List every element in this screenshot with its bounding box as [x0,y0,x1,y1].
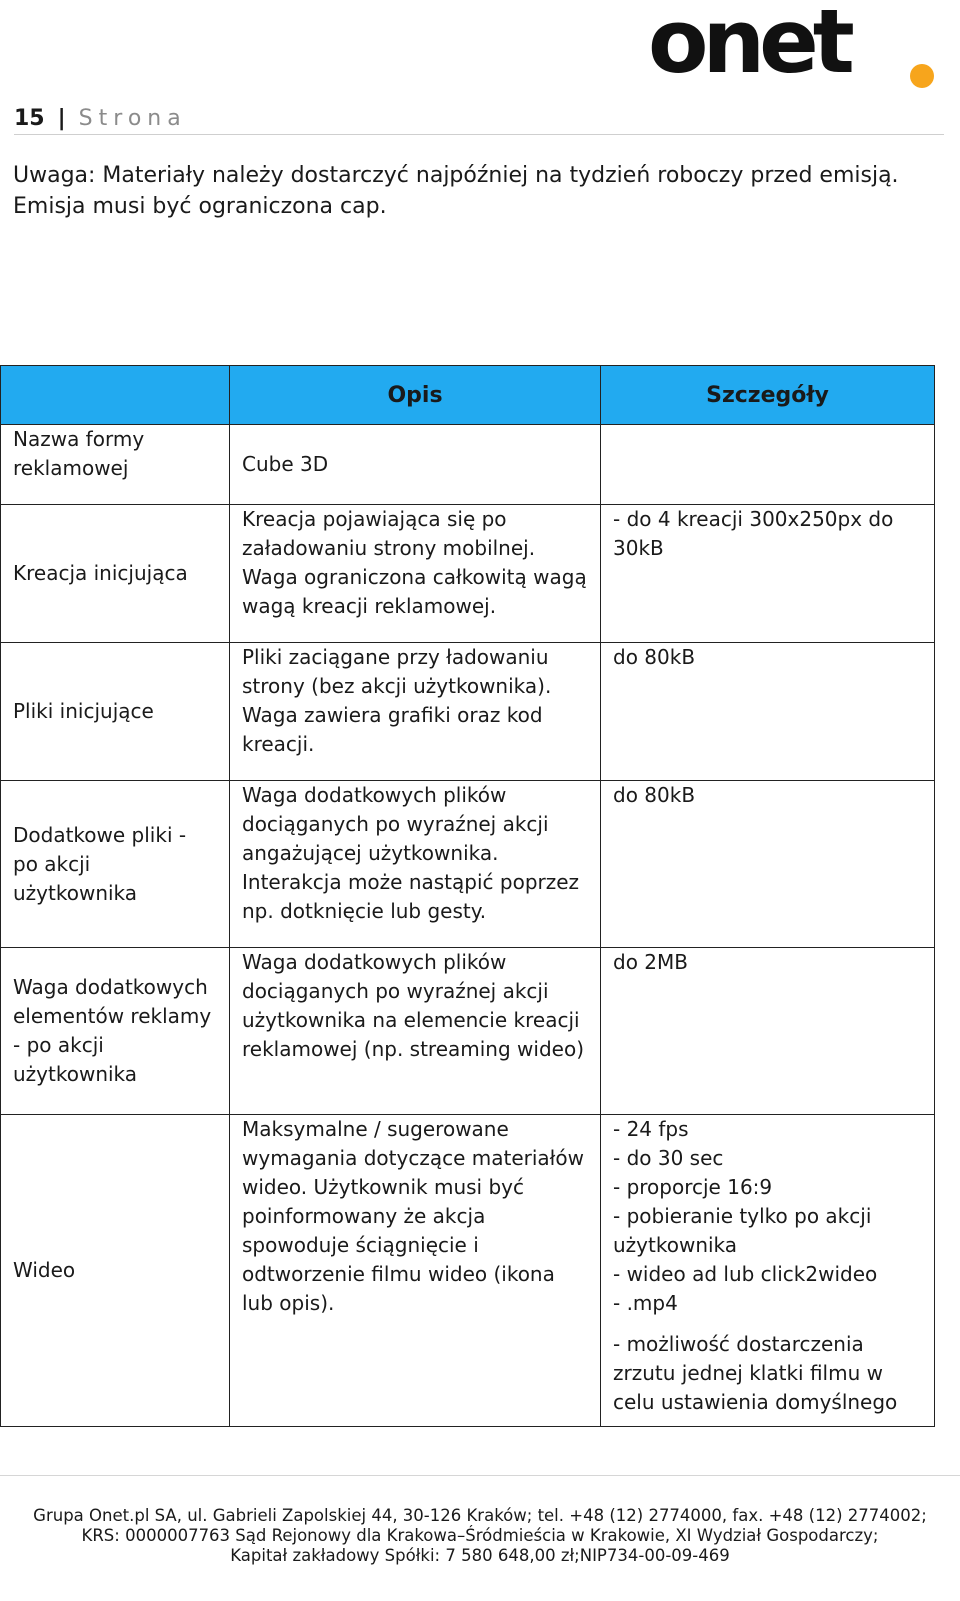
row-label: Nazwa formy reklamowej [1,425,230,505]
table-row [1,948,935,1115]
row-label: Kreacja inicjująca [1,505,230,643]
row-details: do 80kB [601,781,935,948]
row-details-extra: - możliwość dostarczenia zrzutu jednej klatki filmu w celu ustawienia domyślnego [613,1332,898,1414]
row-details: do 2MB [601,948,935,1115]
row-details-cell [601,1115,935,1427]
row-description: Maksymalne / sugerowane wymagania dotyczące materiałów wideo. Użytkownik musi być poinformowany że akcja spowoduje ściągnięcie i odtworzenie filmu wideo (ikona lub opis). [230,1115,601,1427]
row-description: Kreacja pojawiająca się po załadowaniu strony mobilnej. Waga ograniczona całkowitą wagą wagą kreacji reklamowej. [230,505,601,643]
spec-table [0,365,935,1427]
row-label: Wideo [1,1115,230,1427]
footer-capital: Kapitał zakładowy Spółki: 7 580 648,00 zł;NIP734-00-09-469 [230,1546,730,1565]
table-row [1,425,935,505]
delivery-note: Uwaga: Materiały należy dostarczyć najpóźniej na tydzień roboczy przed emisją. Emisja musi być ograniczona cap. [13,163,899,219]
row-label: Dodatkowe pliki - po akcji użytkownika [1,781,230,948]
row-details: do 80kB [601,643,935,781]
footer-registry: KRS: 0000007763 Sąd Rejonowy dla Krakowa–Śródmieścia w Krakowie, XI Wydział Gospodarczy; [81,1526,879,1545]
row-details: - 24 fps - do 30 sec - proporcje 16:9 - pobieranie tylko po akcji użytkownika - wideo ad lub click2wideo - .mp4 [613,1117,878,1315]
page-separator: | [57,106,66,131]
table-row [1,643,935,781]
row-description: Waga dodatkowych plików dociąganych po wyraźnej akcji angażującej użytkownika. Interakcja może nastąpić poprzez np. dotknięcie lub gesty. [230,781,601,948]
row-label: Pliki inicjujące [1,643,230,781]
table-row [1,781,935,948]
row-description: Pliki zaciągane przy ładowaniu strony (bez akcji użytkownika). Waga zawiera grafiki oraz kod kreacji. [230,643,601,781]
page-header [14,106,944,135]
column-header-opis: Opis [230,366,601,425]
table-header-row [1,366,935,425]
column-header-name [1,366,230,425]
onet-logo [648,2,944,94]
page-number: 15 [14,106,45,131]
logo-dot-icon [910,64,934,88]
row-details [601,425,935,505]
page-word: Strona [78,106,187,131]
logo-wordmark: onet [648,0,849,93]
row-details: - do 4 kreacji 300x250px do 30kB [601,505,935,643]
table-row [1,505,935,643]
column-header-szczegoly: Szczegóły [601,366,935,425]
table-row [1,1115,935,1427]
row-label: Waga dodatkowych elementów reklamy - po akcji użytkownika [1,948,230,1115]
row-description: Waga dodatkowych plików dociąganych po wyraźnej akcji użytkownika na elemencie kreacji reklamowej (np. streaming wideo) [230,948,601,1115]
company-footer [0,1475,960,1566]
row-description: Cube 3D [230,425,601,505]
footer-address: Grupa Onet.pl SA, ul. Gabrieli Zapolskiej 44, 30-126 Kraków; tel. +48 (12) 2774000, fax. +48 (12) 2774002; [33,1506,927,1525]
